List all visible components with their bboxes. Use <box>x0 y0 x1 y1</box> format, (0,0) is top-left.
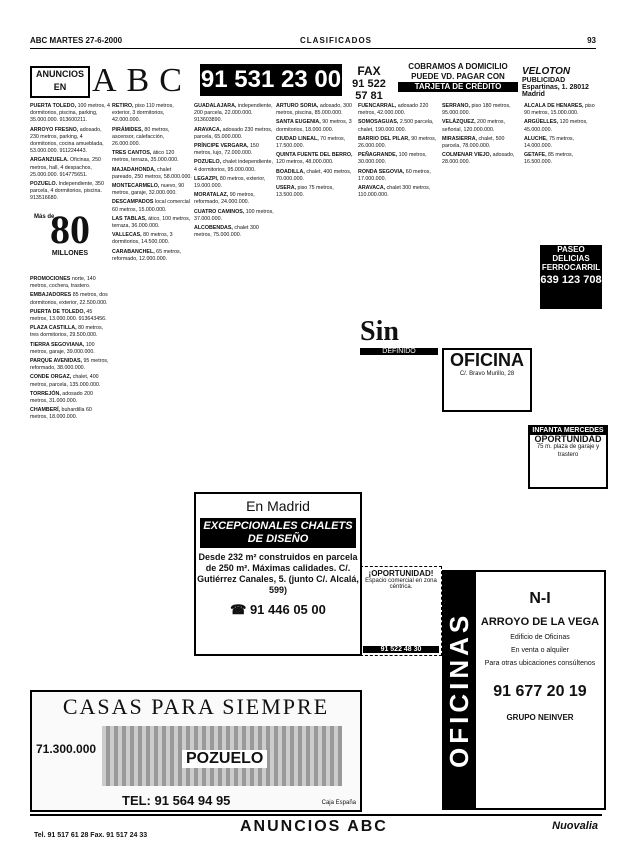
ad-sin-definido <box>360 316 440 362</box>
listing-heading: ALUCHE, <box>524 135 548 142</box>
listing-heading: POZUELO, <box>194 159 222 166</box>
listing-heading: ARGÜELLES, <box>524 119 559 126</box>
listing-text: 75 metros, 14.000.000. <box>524 135 575 150</box>
listing-heading: PARQUE AVENIDAS, <box>30 358 82 365</box>
promo-card-box: TARJETA DE CRÉDITO <box>398 82 518 92</box>
casas-ad-price: 71.300.000 <box>36 742 97 756</box>
listing-heading: CUATRO CAMINOS, <box>194 208 245 215</box>
oficina-ad-title: OFICINA <box>450 350 524 370</box>
listing-text: 70 metros, 17.500.000. <box>276 135 346 150</box>
n1-ad-company: GRUPO NEINVER <box>506 713 574 722</box>
paseo-ad-phone: 639 123 708 <box>540 274 602 286</box>
listing-item <box>30 127 110 156</box>
listing-column-3 <box>194 103 274 483</box>
ad-paseo-delicias <box>540 245 602 309</box>
listing-text: 65 metros, reformado, 12.000.000. <box>112 248 182 262</box>
listing-text: 80 metros, exterior, 19.000.000. <box>194 175 266 190</box>
listing-heading: MAJADAHONDA, <box>112 166 156 173</box>
footer-nuovalia-logo: Nuovalia <box>552 820 598 832</box>
listing-item <box>358 136 440 150</box>
ad-infanta-mercedes <box>528 425 608 489</box>
ad-mas-80-millones <box>34 207 106 270</box>
listing-item <box>30 309 110 323</box>
listing-item <box>194 143 274 157</box>
listing-item <box>30 342 110 356</box>
listing-item <box>442 152 522 166</box>
sin-ad-word: Sin <box>360 316 399 347</box>
listing-item <box>30 391 110 405</box>
listing-heading: TRES CANTOS, <box>112 150 152 157</box>
n1-ad-terms: En venta o alquiler <box>511 647 569 654</box>
paseo-ad-heading: PASEO DELICIAS FERROCARRIL <box>541 245 601 272</box>
listing-text: 45 metros, 13.000.000. 913643456. <box>30 308 107 323</box>
listing-heading: BOADILLA, <box>276 168 305 175</box>
listing-item <box>194 176 274 190</box>
listing-item <box>194 127 274 141</box>
listing-text: 90 metros, reformado, 24.000.000. <box>194 192 255 206</box>
listing-heading: ARAVACA, <box>194 126 222 133</box>
listing-heading: PEÑAGRANDE, <box>358 152 398 159</box>
casas-ad-bank: Caja España <box>321 800 356 806</box>
n1-ad-other: Para otras ubicaciones consúltenos <box>484 660 596 667</box>
listing-text: chalet, 400 metros, parcela, 135.000.000. <box>30 374 101 388</box>
phone-number: 91 531 23 00 <box>200 64 342 96</box>
listing-text: chalet independiente, 4 dormitorios, 95.000.000. <box>194 159 273 173</box>
listing-heading: PUERTA DE TOLEDO, <box>30 308 85 315</box>
header-section: CLASIFICADOS <box>300 36 372 45</box>
listing-item <box>276 185 356 199</box>
casas-ad-phone: TEL: 91 564 94 95 <box>122 793 231 808</box>
madrid-ad-phone-number: 91 446 05 00 <box>249 602 326 617</box>
n1-ad-building: Edificio de Oficinas <box>510 634 570 641</box>
listing-heading: DESCAMPADOS <box>112 199 154 206</box>
listing-heading: ARGANZUELA. <box>30 157 69 164</box>
oport-ad-phone: 91 522 48 30 <box>363 646 439 653</box>
oport-ad-title: ¡OPORTUNIDAD! <box>368 569 434 578</box>
listing-heading: POZUELO. <box>30 181 58 188</box>
listing-heading: LAS TABLAS, <box>112 215 147 222</box>
listing-item <box>358 169 440 183</box>
listing-item <box>276 169 356 183</box>
listing-heading: VELÁZQUEZ, <box>442 119 476 126</box>
listing-item <box>30 374 110 388</box>
header-date: ABC MARTES 27-6-2000 <box>30 36 123 45</box>
listing-text: 90 metros, 3 dormitorios, 18.000.000. <box>276 119 352 133</box>
listing-text: piso 110 metros, exterior, 3 dormitorios, 42.000.000. <box>112 103 174 124</box>
listing-heading: MONTECARMELO, <box>112 183 160 190</box>
listing-item <box>194 103 274 125</box>
sin-ad-definido: DEFINIDO <box>360 348 438 355</box>
listing-text: 80 metros, 3 dormitorios, 14.500.000. <box>112 232 173 246</box>
veloton-logo <box>522 66 596 98</box>
listing-text: ático, 100 metros, terraza, 36.000.000. <box>112 215 191 230</box>
listing-item <box>276 119 356 133</box>
listing-heading: CONDE ORGAZ, <box>30 374 72 381</box>
promo-line-2: PUEDE VD. PAGAR CON <box>411 72 505 81</box>
listing-heading: SOMOSAGUAS, <box>358 119 399 126</box>
listing-item <box>112 249 192 263</box>
listing-text: 85 metros, dos dormitorios, exterior, 22.500.000. <box>30 292 108 306</box>
page-header <box>30 36 596 49</box>
footer-abc-banner <box>30 814 602 842</box>
n1-ad-location: ARROYO DE LA VEGA <box>480 616 600 628</box>
page-number: 93 <box>587 36 596 45</box>
listing-heading: PRÍNCIPE VERGARA, <box>194 143 249 150</box>
listing-item <box>194 209 274 223</box>
listing-text: adosado 220 metros, 42.000.000. <box>358 103 429 117</box>
listing-item <box>30 276 110 290</box>
listing-text: piso 90 metros, 15.000.000. <box>524 103 595 117</box>
listing-text: norte, 140 metros, cochera, trastero. <box>30 276 96 290</box>
listing-heading: ALCALÁ DE HENARES, <box>524 103 584 109</box>
listing-text: 90 metros, 26.000.000. <box>358 135 437 150</box>
listing-text: 120 metros, 48.000.000. <box>276 159 334 166</box>
listing-heading: CIUDAD LINEAL, <box>276 135 319 142</box>
payment-promo <box>398 62 518 92</box>
promo-line-1: COBRAMOS A DOMICILIO <box>408 62 508 71</box>
listing-item <box>276 136 356 150</box>
listing-item <box>194 192 274 206</box>
listing-heading: PIRÁMIDES, <box>112 126 143 133</box>
listing-heading: QUINTA FUENTE DEL BERRO, <box>276 152 353 159</box>
listing-heading: ARTURO SORIA, <box>276 103 319 109</box>
listing-item <box>442 103 522 117</box>
listing-item <box>30 407 110 421</box>
listing-text: buhardilla 60 metros, 18.000.000. <box>30 407 92 421</box>
listing-item <box>30 292 110 306</box>
fax-label: FAX <box>357 64 381 78</box>
listing-text: 2.500 parcela, chalet, 190.000.000. <box>358 119 434 133</box>
listing-item <box>358 103 440 117</box>
listing-heading: FUENCARRAL, <box>358 103 397 109</box>
listing-text: chalet, 400 metros, 70.000.000. <box>276 168 352 182</box>
madrid-ad-headline: EXCEPCIONALES CHALETS DE DISEÑO <box>200 518 356 548</box>
listing-text: nuevo, 90 metros, garaje, 32.000.000. <box>112 183 185 197</box>
listing-text: 80 metros, ascensor, calefacción, 26.000.000. <box>112 126 170 148</box>
listing-heading: CARABANCHEL, <box>112 248 155 255</box>
listing-heading: PUERTA TOLEDO, <box>30 103 77 109</box>
listing-text: chalet, 500 parcela, 78.000.000. <box>442 135 505 150</box>
listing-heading: SERRANO, <box>442 103 470 109</box>
ad80-number: 80 <box>50 207 90 252</box>
listing-item <box>112 232 192 246</box>
listing-heading: VALLECAS, <box>112 232 142 239</box>
listing-column-6 <box>442 103 522 363</box>
listing-text: 100 metros, 37.000.000. <box>194 208 274 222</box>
listing-text: 150 metros, lujo, 72.000.000. <box>194 143 259 157</box>
listing-text: chalet 300 metros, 110.000.000. <box>358 185 431 199</box>
veloton-sub: PUBLICIDAD <box>522 77 566 84</box>
listing-heading: EMBAJADORES <box>30 292 72 299</box>
listing-item <box>112 167 192 181</box>
listing-column-1b <box>30 276 110 676</box>
listing-heading: USERA, <box>276 185 297 192</box>
listing-heading: GUADALAJARA, <box>194 103 237 109</box>
listing-text: piso 75 metros, 13.500.000. <box>276 185 334 199</box>
n1-ad-body <box>480 576 600 722</box>
listing-heading: LEGAZPI, <box>194 175 219 182</box>
listing-item <box>112 183 192 197</box>
listing-text: 95 metros, reformado, 38.000.000. <box>30 358 109 372</box>
infanta-ad-body: 75 m. plaza de garaje y trastero <box>536 444 600 458</box>
listing-text: 100 metros, 30.000.000. <box>358 152 427 166</box>
listing-item <box>30 181 110 203</box>
listing-item <box>276 103 356 117</box>
oficina-ad-address: C/. Bravo Murillo, 28 <box>459 371 515 377</box>
listing-item <box>194 225 274 239</box>
listing-text: ático 120 metros, terraza, 35.000.000. <box>112 150 179 164</box>
listing-text: 200 metros, señorial, 120.000.000. <box>442 119 506 133</box>
casas-ad-title: CASAS PARA SIEMPRE <box>62 694 330 719</box>
listing-item <box>194 159 274 173</box>
listing-item <box>442 136 522 150</box>
ad80-millones: MILLONES <box>51 250 89 257</box>
listing-item <box>442 119 522 133</box>
madrid-ad-description: Desde 232 m² construidos en parcela de 250 m². Máximas calidades. C/. Gutiérrez Canales, 5. (junto C/. Alcalá, 599) <box>197 552 359 595</box>
anuncios-en-label <box>30 66 90 98</box>
listing-text: local comercial 60 metros, 15.000.000. <box>112 199 190 213</box>
n1-ad-road: N-I <box>529 590 551 607</box>
listing-text: adosado, 300 metros, piscina, 85.000.000. <box>276 103 352 117</box>
madrid-ad-phone: ☎ 91 446 05 00 <box>230 602 326 617</box>
listing-text: 100 metros, 4 dormitorios, piscina, parking, 35.000.000. 913600211. <box>30 103 110 124</box>
listing-item <box>524 152 596 166</box>
listing-item <box>112 150 192 164</box>
listing-heading: TORREJÓN, <box>30 390 61 397</box>
listing-heading: RETIRO, <box>112 103 134 109</box>
listing-text: adosado, 230 metros, parking, 4 dormitorios, cocina amueblada, 53.000.000. 911224443. <box>30 126 104 155</box>
veloton-name: VELOTON <box>522 66 571 77</box>
listing-heading: BARRIO DEL PILAR, <box>358 135 410 142</box>
listing-item <box>30 103 110 125</box>
listing-item <box>358 119 440 133</box>
listing-text: adosado 200 metros, 31.000.000. <box>30 390 93 405</box>
listing-text: adosado 230 metros, parcela, 65.000.000. <box>194 126 273 140</box>
listing-text: adosado, 28.000.000. <box>442 152 515 166</box>
listing-text: Oficinas, 250 metros, hall, 4 despachos, 25.000.000. 914775651. <box>30 157 101 178</box>
listing-text: piso 180 metros, 95.000.000. <box>442 103 511 117</box>
listing-heading: ARAVACA, <box>358 185 386 192</box>
listing-heading: TIERRA SEGOVIANA, <box>30 341 85 348</box>
anuncios-text: ANUNCIOS EN <box>35 69 84 92</box>
listing-item <box>358 152 440 166</box>
listing-heading: MIRASIERRA, <box>442 135 478 142</box>
listing-heading: SANTA EUGENIA, <box>276 119 321 126</box>
n1-ad-phone: 91 677 20 19 <box>493 683 587 700</box>
listing-item <box>30 325 110 339</box>
fax-number: 91 522 57 81 <box>352 78 386 102</box>
listing-item <box>112 199 192 213</box>
listing-heading: PROMOCIONES <box>30 276 71 282</box>
listing-item <box>524 119 596 133</box>
listing-text: 80 metros, tres dormitorios, 29.500.000. <box>30 325 104 339</box>
fax-block <box>346 64 392 102</box>
listing-heading: MORATALAZ, <box>194 192 229 199</box>
infanta-ad-heading: INFANTA MERCEDES <box>530 427 606 435</box>
infanta-ad-oportunidad: OPORTUNIDAD <box>534 434 602 444</box>
listing-column-4 <box>276 103 356 403</box>
listing-text: 120 metros, 45.000.000. <box>524 119 588 133</box>
listing-text: Independiente, 350 parcela, 4 dormitorios, piscina. 913516680. <box>30 181 104 202</box>
madrid-ad-city: En Madrid <box>246 498 310 514</box>
listing-heading: PLAZA CASTILLA, <box>30 325 77 332</box>
listing-item <box>112 127 192 149</box>
listing-item <box>524 136 596 150</box>
listing-item <box>524 103 596 117</box>
abc-banner <box>30 62 596 100</box>
listing-text: chalet pareado, 250 metros, 58.000.000. <box>112 166 192 180</box>
listing-heading: CHAMBERÍ, <box>30 407 61 414</box>
listing-item <box>30 157 110 179</box>
ad-oportunidad <box>360 566 442 656</box>
listing-heading: COLMENAR VIEJO, <box>442 152 492 159</box>
listing-text: 100 metros, garaje, 39.000.000. <box>30 341 95 355</box>
listing-heading: ARROYO FRESNO, <box>30 126 79 133</box>
listing-item <box>276 152 356 166</box>
ad-casas-para-siempre <box>30 690 362 812</box>
abc-logo: ABC <box>92 62 192 99</box>
listing-text: 85 metros, 16.500.000. <box>524 152 574 166</box>
ad-madrid-chalets <box>194 492 362 656</box>
listing-item <box>112 103 192 125</box>
n1-ad-vertical-title: OFICINAS <box>444 572 476 808</box>
veloton-address: Espartinas, 1. 28012 Madrid <box>522 84 589 98</box>
listing-text: independiente, 200 parcela, 22.000.000. 913603890. <box>194 103 273 124</box>
ad-oficina <box>442 348 532 412</box>
listing-item <box>112 216 192 230</box>
listing-column-2 <box>112 103 192 483</box>
listing-text: 60 metros, 17.000.000. <box>358 168 431 182</box>
oport-ad-body: Espacio comercial en zona céntrica. <box>365 578 437 590</box>
footer-contact: Tel. 91 517 61 28 Fax. 91 517 24 33 <box>34 832 148 839</box>
casas-ad-pozuelo: POZUELO <box>182 750 267 768</box>
listing-item <box>30 358 110 372</box>
listing-heading: RONDA SEGOVIA, <box>358 168 405 175</box>
listing-heading: ALCOBENDAS, <box>194 225 233 232</box>
ad80-mas: Más de <box>34 214 55 220</box>
listing-item <box>358 185 440 199</box>
ad-n1-oficinas <box>442 570 606 810</box>
footer-abc-title: ANUNCIOS ABC <box>240 818 388 835</box>
listing-heading: GETAFE, <box>524 152 547 159</box>
listing-text: chalet 300 metros, 75.000.000. <box>194 225 259 239</box>
